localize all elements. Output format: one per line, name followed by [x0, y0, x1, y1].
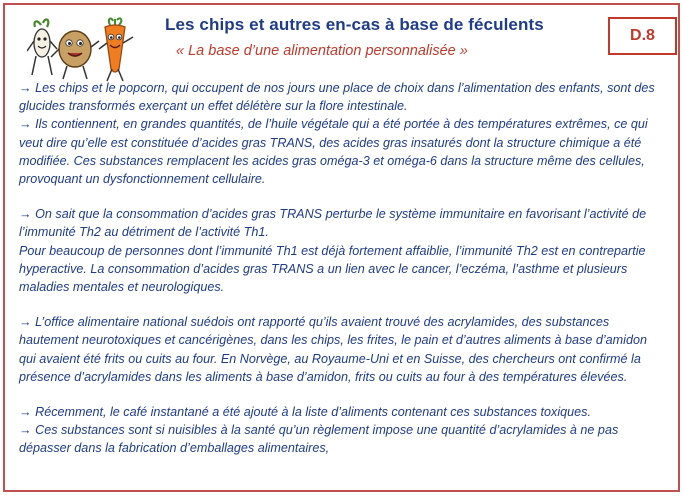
page-subtitle: « La base d’une alimentation personnalisée »	[176, 43, 468, 59]
paragraph: Pour beaucoup de personnes dont l’immunité Th1 est déjà fortement affaiblie, l’immunité Th2 est en contrepartie hyperactive. La consommation d’acides gras TRANS a un lien avec le cancer, l’eczéma, l’asthme et plusieurs maladies mentales et neurologiques.	[19, 243, 646, 295]
document-body	[19, 79, 659, 458]
vegetable-characters-icon	[27, 17, 137, 83]
sheet-code-badge	[608, 17, 677, 55]
page-title: Les chips et autres en-cas à base de féculents	[165, 15, 544, 34]
paragraph: → Ces substances sont si nuisibles à la santé qu’un règlement impose une quantité d’acrylamides à ne pas dépasser dans la fabrication d’emballages alimentaires,	[19, 423, 619, 456]
paragraph: → L’office alimentaire national suédois ont rapporté qu’ils avaient trouvé des acrylamides, des substances hautement neurotoxiques et cancérigènes, dans les chips, les frites, le pain et d’autres aliments à base d’amidon qui avaient été frits ou cuits au four. En Norvège, au Royaume-Uni et en Suisse, des chercheurs ont confirmé la présence d’acrylamides dans les aliments à base d’amidon, frits ou cuits au four à des températures élevées.	[19, 315, 647, 384]
paragraph: → On sait que la consommation d’acides gras TRANS perturbe le système immunitaire en favorisant l’activité de l’immunité Th2 au détriment de l’activité Th1.	[19, 207, 647, 240]
sheet-code: D.8	[630, 27, 655, 44]
paragraph: → Ils contiennent, en grandes quantités, de l’huile végétale qui a été portée à des températures extrêmes, ce qui veut dire qu’elle est constituée d’acides gras TRANS, des acides gras insaturés dont la structure chimique a été modifiée. Ces substances remplacent les acides gras oméga-3 et oméga-6 dans la structure même des cellules, provoquant un dysfonctionnement cellulaire.	[19, 117, 648, 187]
paragraph: → Les chips et le popcorn, qui occupent de nos jours une place de choix dans l’alimentation des enfants, sont des glucides transformés exerçant un effet délétère sur la flore intestinale.	[19, 81, 655, 114]
paragraph: → Récemment, le café instantané a été ajouté à la liste d’aliments contenant ces substances toxiques.	[19, 405, 591, 420]
